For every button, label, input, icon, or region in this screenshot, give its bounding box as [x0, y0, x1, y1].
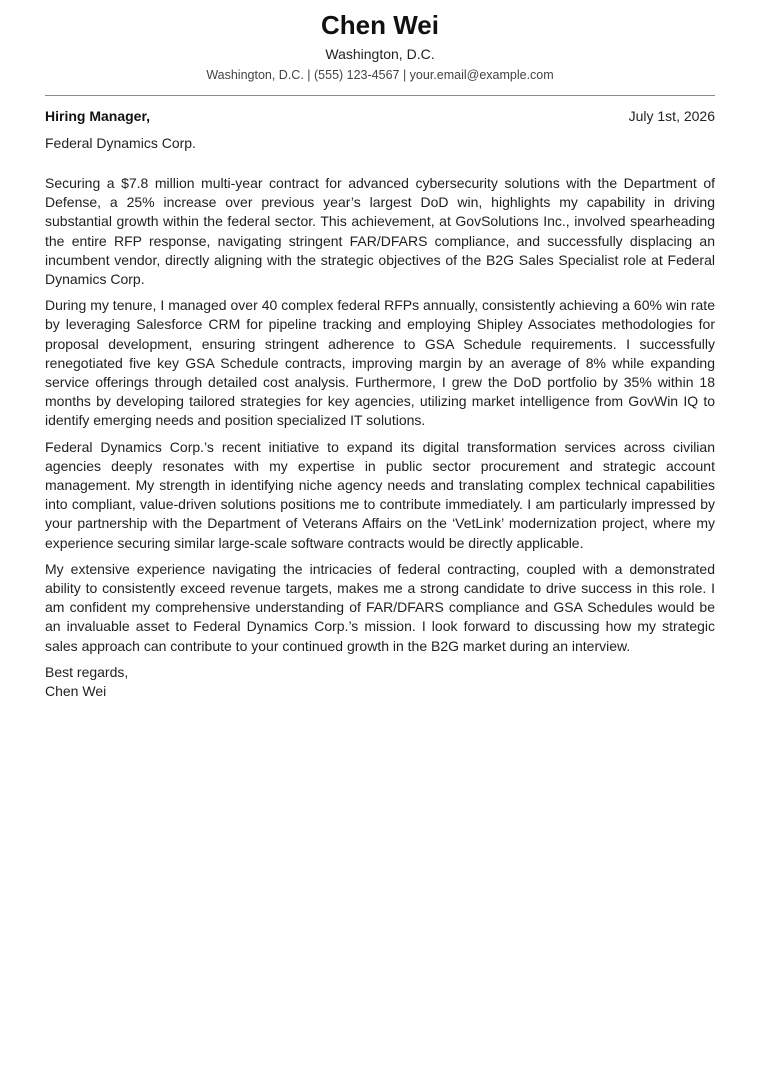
closing-phrase: Best regards, [45, 663, 129, 680]
letter-header [45, 0, 715, 83]
letter-body [45, 174, 715, 656]
letter-closing [45, 663, 715, 701]
body-paragraph-4: My extensive experience navigating the intricacies of federal contracting, coupled with a demonstrated ability to consistently exceed revenue targets, makes me a strong candidate to drive success in this role. I am confident my comprehensive understanding of FAR/DFARS compliance and GSA Schedules would be an invaluable asset to Federal Dynamics Corp.’s mission. I look forward to discussing how my strategic sales approach can contribute to your continued growth in the B2G market during an interview. [45, 560, 715, 654]
recipient-date-row [45, 107, 715, 125]
recipient-company: Federal Dynamics Corp. [45, 135, 196, 151]
body-paragraph-3: Federal Dynamics Corp.’s recent initiative to expand its digital transformation services across civilian agencies deeply resonates with my expertise in public sector procurement and strategic account management. My strength in identifying niche agency needs and translating complex technical capabilities into compliant, value-driven solutions positions me to contribute immediately. I am particularly impressed by your partnership with the Department of Veterans Affairs on the ‘VetLink’ modernization project, where my experience securing similar large-scale software contracts would be directly applicable. [45, 438, 715, 551]
contact-line: Washington, D.C. | (555) 123-4567 | your.email@example.com [206, 68, 554, 82]
applicant-location: Washington, D.C. [325, 46, 435, 62]
body-paragraph-1: Securing a $7.8 million multi-year contract for advanced cybersecurity solutions with the Department of Defense, a 25% increase over previous year’s largest DoD win, highlights my capability in driving substantial growth within the federal sector. This achievement, at GovSolutions Inc., involved spearheading the entire RFP response, navigating stringent FAR/DFARS compliance, and successfully displacing an incumbent vendor, directly aligning with the strategic objectives of the B2G Sales Specialist role at Federal Dynamics Corp. [45, 175, 715, 288]
header-divider [45, 95, 715, 96]
recipient-salutation: Hiring Manager, [45, 108, 151, 124]
letter-date: July 1st, 2026 [628, 108, 715, 124]
signature-name: Chen Wei [45, 683, 107, 700]
body-paragraph-2: During my tenure, I managed over 40 complex federal RFPs annually, consistently achieving a 60% win rate by leveraging Salesforce CRM for pipeline tracking and employing Shipley Associates methodologies for proposal development, ensuring stringent adherence to GSA Schedule requirements. I successfully renegotiated five key GSA Schedule contracts, improving margin by an average of 8% while expanding service offerings through detailed cost analysis. Furthermore, I grew the DoD portfolio by 35% within 18 months by developing tailored strategies for key agencies, utilizing market intelligence from GovWin IQ to identify emerging needs and position specialized IT solutions. [45, 297, 715, 429]
applicant-name: Chen Wei [321, 10, 439, 40]
